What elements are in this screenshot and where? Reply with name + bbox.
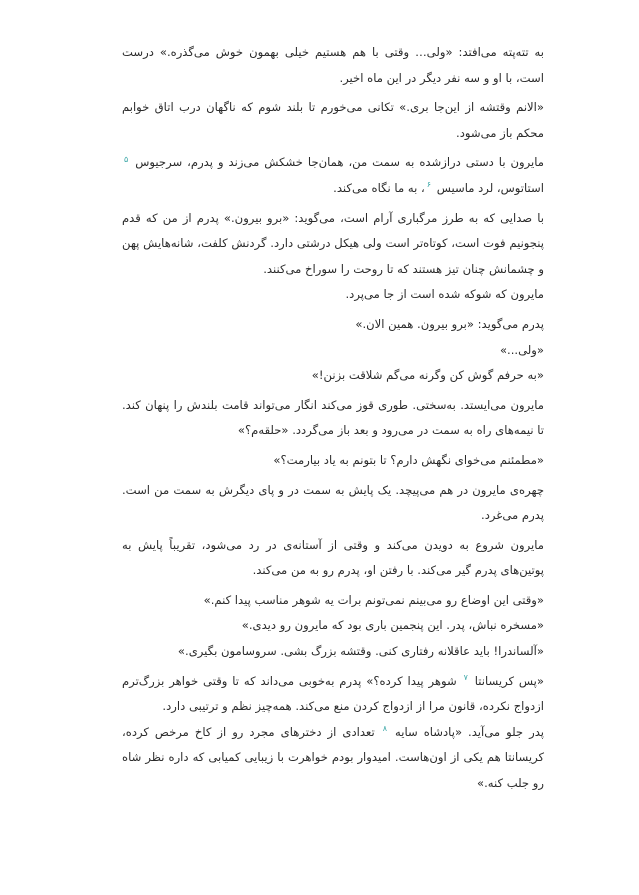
footnote-marker[interactable]: ۷ (463, 672, 468, 682)
paragraph (122, 338, 544, 364)
paragraph (122, 312, 544, 338)
paragraph (122, 533, 544, 584)
paragraph-text: «الانم وقتشه از این‌جا بری.» تکانی می‌خورم تا بلند شوم که ناگهان درب اتاق خوابم محکم باز می‌شود. (122, 100, 544, 140)
paragraph-text: «پس کریسانتا (469, 673, 544, 688)
paragraph-text: مایرون شروع به دویدن می‌کند و وقتی از آستانه‌ی در رد می‌شود، تقریباً پایش به پوتین‌های پدرم گیر می‌کند. با رفتن او، پدرم رو به من می‌کند. (122, 537, 544, 578)
paragraph-text: به تته‌پته می‌افتد: «ولی… وقتی با هم هستیم خیلی بهمون خوش می‌گذره.» درست است، با او و سه نفر دیگر در این ماه اخیر. (122, 45, 544, 85)
footnote-marker[interactable]: ۶ (426, 180, 432, 190)
paragraph-text: تعدادی از دخترهای مجرد رو از کاخ مرخص کرده، کریسانتا هم یکی از اون‌هاست. امیدوار بودم خواهرت با زیبایی کمیابی که داره نظر شاه رو جلب کنه.» (122, 724, 544, 791)
paragraph-text: «به حرفم گوش کن وگرنه می‌گم شلاقت بزنن!» (311, 368, 544, 383)
paragraph (122, 613, 544, 639)
paragraph-text: مایرون می‌ایستد. به‌سختی. طوری قوز می‌کند انگار می‌تواند قامت بلندش را پنهان کند. تا نیمه‌های راه به سمت در می‌رود و بعد باز می‌گردد. «حلقه‌م؟» (122, 397, 544, 438)
footnote-marker[interactable]: ۵ (124, 154, 129, 164)
paragraph (122, 448, 544, 474)
paragraph (122, 150, 544, 201)
paragraph-text: پدرم می‌گوید: «برو بیرون. همین الان.» (355, 316, 544, 331)
paragraph (122, 588, 544, 614)
footnote-marker[interactable]: ۸ (382, 723, 388, 733)
paragraph-text: «مسخره نباش، پدر. این پنجمین باری بود که مایرون رو دیدی.» (241, 618, 544, 633)
paragraph (122, 40, 544, 91)
paragraph-text: چهره‌ی مایرون در هم می‌پیچد. یک پایش به سمت در و پای دیگرش به سمت من است. پدرم می‌غرد. (122, 482, 544, 523)
paragraph (122, 393, 544, 444)
paragraph-text: «ولی...» (499, 342, 544, 357)
paragraph-text: مایرون با دستی درازشده به سمت من، همان‌جا خشکش می‌زند و پدرم، سرجیوس (130, 155, 544, 170)
paragraph (122, 206, 544, 283)
paragraph (122, 478, 544, 529)
paragraph-text: استاتوس، لرد ماسیس (433, 180, 544, 195)
paragraph-text: «آلساندرا! باید عاقلانه رفتاری کنی. وقتشه بزرگ بشی. سروسامون بگیری.» (177, 644, 544, 659)
paragraph-text: پدر جلو می‌آید. «پادشاه سایه (389, 724, 545, 739)
page-text-body (122, 40, 544, 797)
paragraph (122, 282, 544, 308)
paragraph (122, 363, 544, 389)
paragraph-text: «مطمئنم می‌خوای نگهش دارم؟ تا بتونم به یاد بیارمت؟» (273, 452, 544, 467)
paragraph (122, 720, 544, 797)
paragraph (122, 639, 544, 665)
paragraph-text: با صدایی که به طرز مرگباری آرام است، می‌گوید: «برو بیرون.» پدرم از من که قدم پنجونیم فوت است، کوتاه‌تر است ولی هیکل درشتی دارد. گردنش کلفت، شانه‌هایش پهن و چشمانش چنان تیز هستند که تا روحت را سوراخ می‌کنند. (122, 210, 544, 276)
paragraph-text: شوهر پیدا کرده؟» پدرم به‌خوبی می‌داند که تا وقتی خواهر بزرگ‌ترم ازدواج نکرده، قانون مرا از ازدواج کردن منع می‌کند. همه‌چیز نظم و ترتیبی دارد. (122, 673, 544, 714)
paragraph-text: مایرون که شوکه شده است از جا می‌پرد. (345, 287, 544, 302)
paragraph-text: ، به ما نگاه می‌کند. (333, 180, 425, 195)
paragraph-text: «وقتی این اوضاع رو می‌بینم نمی‌تونم برات یه شوهر مناسب پیدا کنم.» (203, 592, 544, 607)
paragraph (122, 669, 544, 720)
paragraph (122, 95, 544, 146)
